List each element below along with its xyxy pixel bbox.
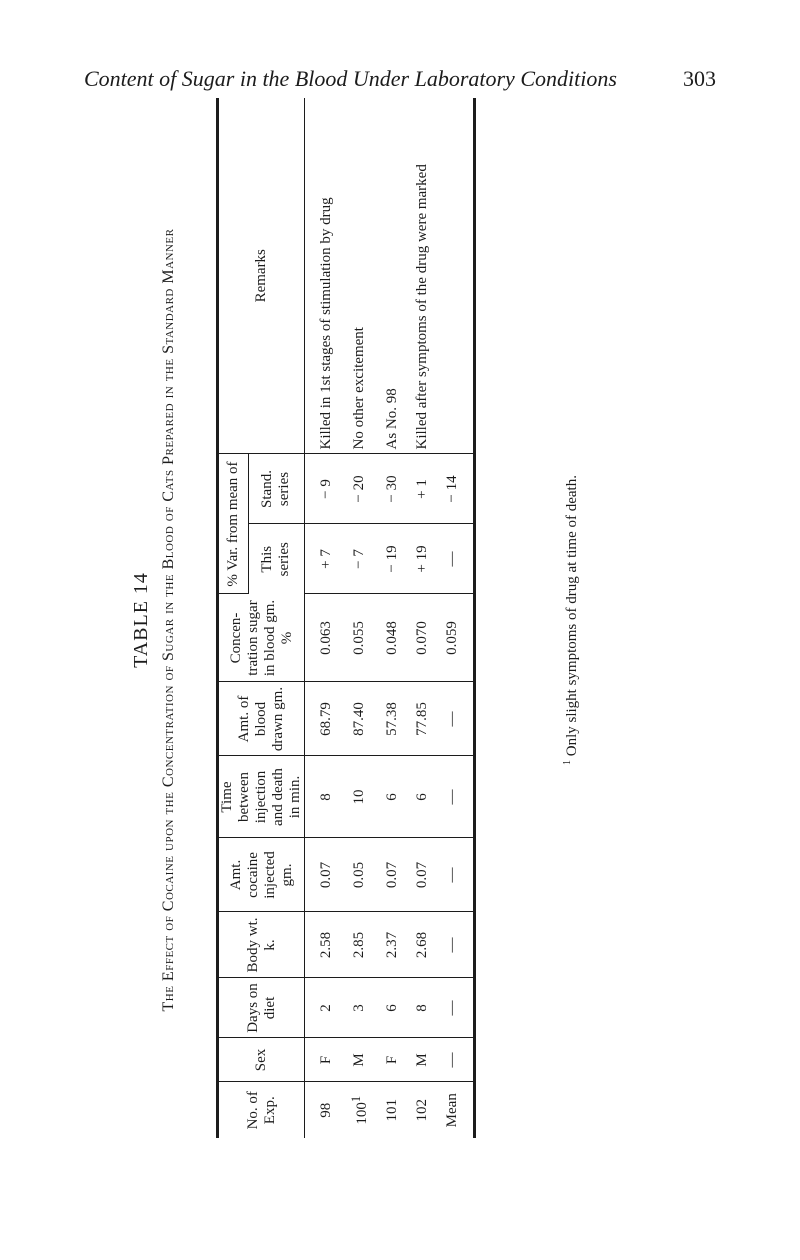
footnote-text: Only slight symptoms of drug at time of death. [564, 475, 580, 757]
cell-time: 10 [341, 756, 377, 838]
cell-blood: 68.79 [305, 682, 342, 756]
header-cocaine: Amt. cocaine injected gm. [218, 838, 305, 912]
cell-weight: 2.37 [377, 912, 407, 978]
cell-sugar: 0.048 [377, 594, 407, 682]
header-sex: Sex [218, 1038, 305, 1082]
cell-cocaine: — [437, 838, 475, 912]
cell-time: 6 [407, 756, 437, 838]
header-blood: Amt. of blood drawn gm. [218, 682, 305, 756]
cell-sex: F [377, 1038, 407, 1082]
cell-blood: 57.38 [377, 682, 407, 756]
header-remarks: Remarks [218, 98, 305, 454]
table-row [407, 98, 437, 1138]
cell-time: 6 [377, 756, 407, 838]
footnote [562, 90, 581, 1150]
cell-blood: — [437, 682, 475, 756]
cell-remarks: Killed after symptoms of the drug were marked [407, 98, 437, 454]
cell-var-stand: − 9 [305, 454, 342, 524]
header-no: No. of Exp. [218, 1082, 305, 1138]
cell-blood: 77.85 [407, 682, 437, 756]
cell-sugar: 0.063 [305, 594, 342, 682]
cell-weight: 2.68 [407, 912, 437, 978]
cell-no: 102 [414, 1099, 430, 1122]
cell-var-stand: − 20 [341, 454, 377, 524]
cell-var-stand: − 30 [377, 454, 407, 524]
cell-var-this: − 19 [377, 524, 407, 594]
cell-sugar: 0.070 [407, 594, 437, 682]
cell-no: 101 [384, 1099, 400, 1122]
table-row [377, 98, 407, 1138]
cell-no: Mean [437, 1082, 475, 1138]
cell-var-stand: − 14 [437, 454, 475, 524]
header-var-group: % Var. from mean of [218, 454, 249, 594]
cell-sugar: 0.059 [437, 594, 475, 682]
cell-no [341, 1082, 377, 1138]
cell-sex: F [305, 1038, 342, 1082]
cell-var-this: − 7 [341, 524, 377, 594]
cell-var-this: + 7 [305, 524, 342, 594]
cell-sex: M [341, 1038, 377, 1082]
rotated-table-page [130, 90, 610, 1150]
cell-remarks: No other excitement [341, 98, 377, 454]
cell-remarks [437, 98, 475, 454]
cell-days: 3 [341, 978, 377, 1038]
footnote-mark: 1 [562, 760, 573, 765]
cell-no-value: 100 [354, 1102, 370, 1125]
table-label: TABLE 14 [130, 572, 152, 668]
cell-weight: 2.58 [305, 912, 342, 978]
cell-time: 8 [305, 756, 342, 838]
cell-var-stand: + 1 [407, 454, 437, 524]
table-row [305, 98, 342, 1138]
cell-sugar: 0.055 [341, 594, 377, 682]
header-time: Time between injection and death in min. [218, 756, 305, 838]
cell-days: — [437, 978, 475, 1038]
cell-sex: M [407, 1038, 437, 1082]
cell-blood: 87.40 [341, 682, 377, 756]
cell-remarks: Killed in 1st stages of stimulation by drug [305, 98, 342, 454]
running-title: Content of Sugar in the Blood Under Laboratory Conditions [84, 66, 617, 91]
cell-weight: — [437, 912, 475, 978]
data-table [216, 98, 476, 1138]
cell-cocaine: 0.07 [377, 838, 407, 912]
cell-time: — [437, 756, 475, 838]
cell-no: 98 [305, 1082, 342, 1138]
cell-remarks: As No. 98 [377, 98, 407, 454]
page-number: 303 [683, 66, 716, 91]
header-var-stand: Stand. series [248, 454, 304, 524]
cell-days: 2 [305, 978, 342, 1038]
cell-sex: — [437, 1038, 475, 1082]
table-row-mean [437, 98, 475, 1138]
cell-days: 6 [377, 978, 407, 1038]
header-weight: Body wt. k. [218, 912, 305, 978]
cell-cocaine: 0.05 [341, 838, 377, 912]
cell-cocaine: 0.07 [305, 838, 342, 912]
footnote-ref: 1 [349, 1095, 363, 1103]
cell-var-this: + 19 [407, 524, 437, 594]
cell-var-this: — [437, 524, 475, 594]
table-caption: The Effect of Cocaine upon the Concentration of Sugar in the Blood of Cats Prepared in the Standard Manner [160, 228, 177, 1012]
header-sugar: Concentration sugar in blood gm. % [218, 594, 305, 682]
header-days: Days on diet [218, 978, 305, 1038]
cell-weight: 2.85 [341, 912, 377, 978]
header-var-this: This series [248, 524, 304, 594]
cell-cocaine: 0.07 [407, 838, 437, 912]
table-row [341, 98, 377, 1138]
cell-days: 8 [407, 978, 437, 1038]
